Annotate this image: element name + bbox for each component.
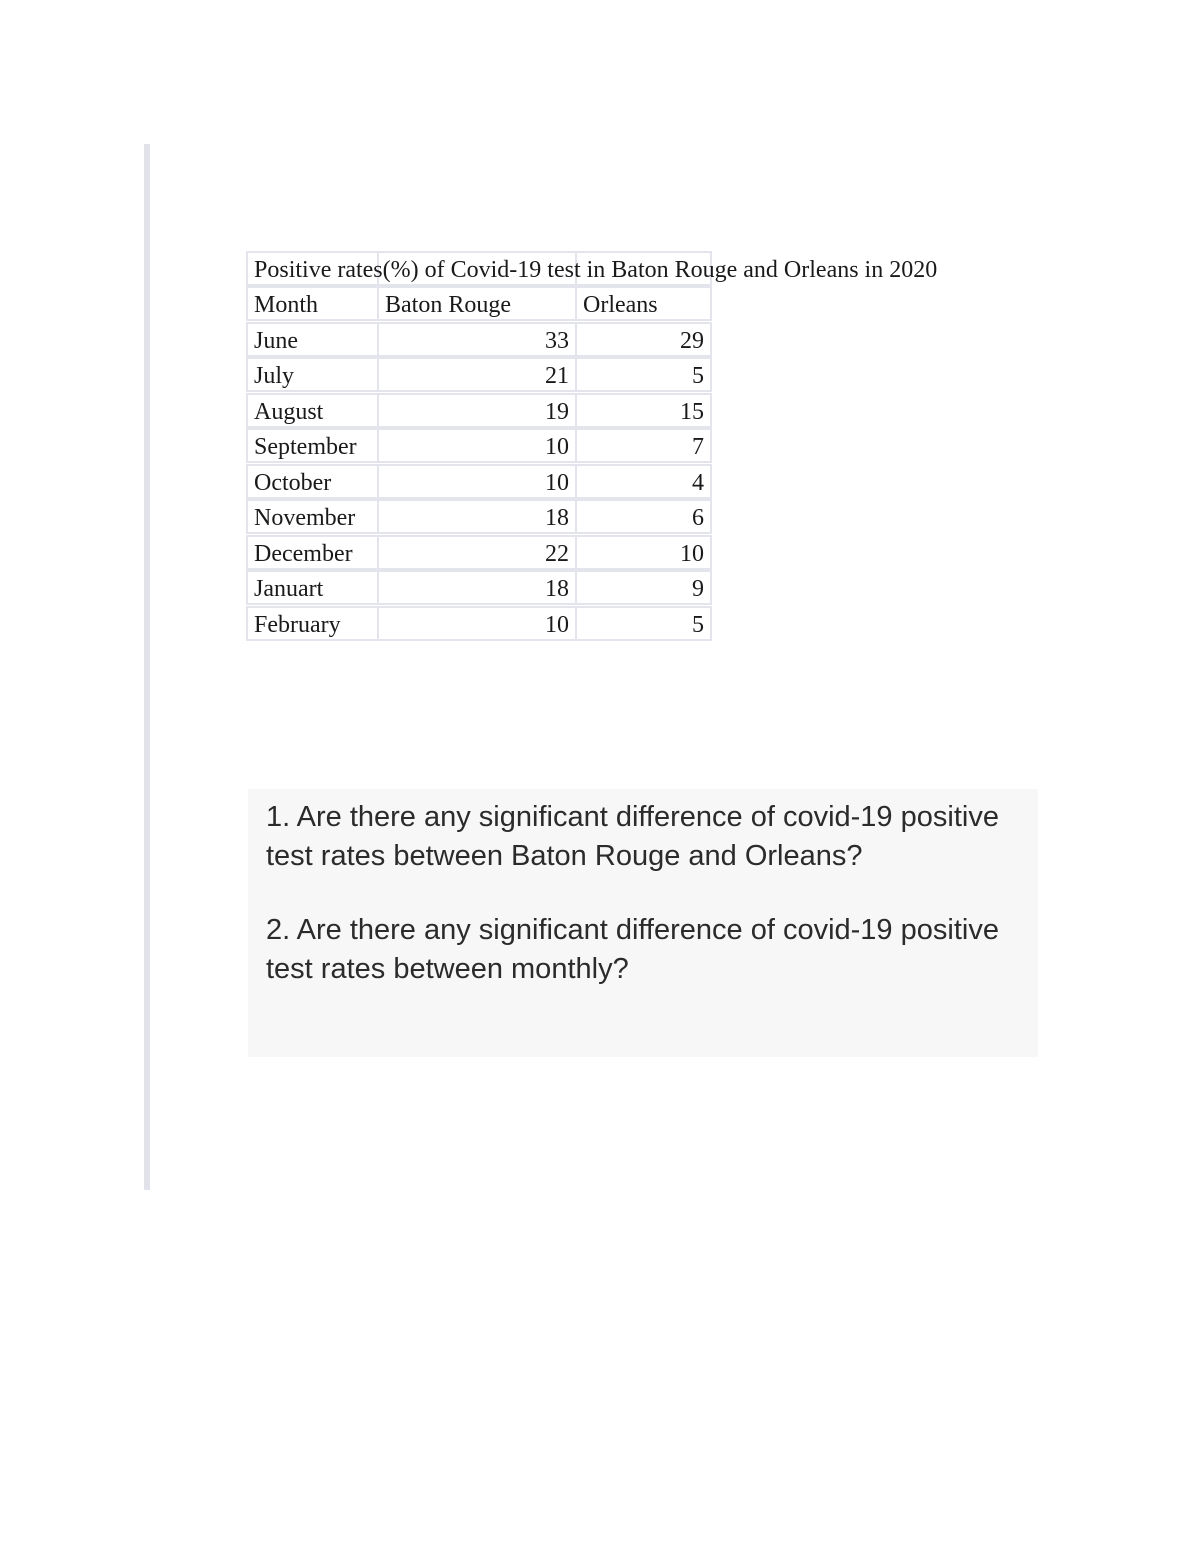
month-cell: June [246,322,379,357]
month-cell: September [246,428,379,463]
month-cell: October [246,464,379,499]
baton-rouge-cell: 18 [377,499,577,534]
question-2: 2. Are there any significant difference of covid-19 positive test rates between monthly? [266,914,999,985]
month-cell: February [246,606,379,641]
orleans-cell: 6 [575,499,712,534]
baton-rouge-cell: 19 [377,393,577,428]
orleans-cell: 9 [575,570,712,605]
baton-rouge-cell: 10 [377,606,577,641]
baton-rouge-cell: 21 [377,357,577,392]
header-month: Month [246,286,379,321]
orleans-cell: 7 [575,428,712,463]
baton-rouge-cell: 18 [377,570,577,605]
month-cell: November [246,499,379,534]
orleans-cell: 4 [575,464,712,499]
month-cell: December [246,535,379,570]
orleans-cell: 10 [575,535,712,570]
baton-rouge-cell: 10 [377,464,577,499]
month-cell: July [246,357,379,392]
baton-rouge-cell: 10 [377,428,577,463]
orleans-cell: 29 [575,322,712,357]
left-margin-rule [144,144,150,1190]
question-1: 1. Are there any significant difference of covid-19 positive test rates between Baton Rouge and Orleans? [266,801,999,872]
orleans-cell: 5 [575,606,712,641]
table-title: Positive rates(%) of Covid-19 test in Baton Rouge and Orleans in 2020 [254,257,938,283]
month-cell: Januart [246,570,379,605]
header-orleans: Orleans [575,286,712,321]
header-baton-rouge: Baton Rouge [377,286,577,321]
orleans-cell: 5 [575,357,712,392]
orleans-cell: 15 [575,393,712,428]
baton-rouge-cell: 33 [377,322,577,357]
baton-rouge-cell: 22 [377,535,577,570]
month-cell: August [246,393,379,428]
questions-panel [248,789,1038,1057]
